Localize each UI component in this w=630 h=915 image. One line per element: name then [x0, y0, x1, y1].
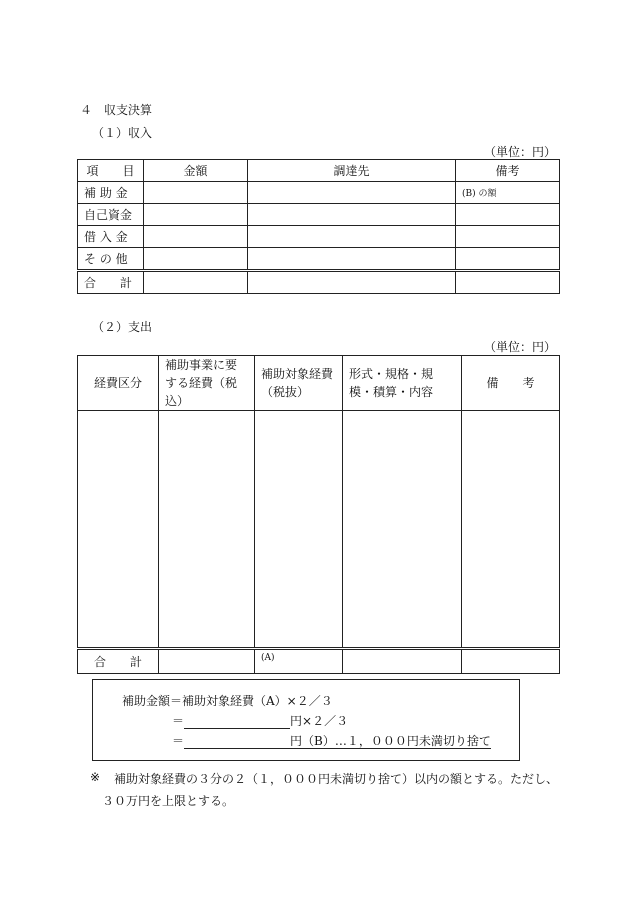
formula-box [92, 679, 520, 761]
expense-header-total-cost: 補助事業に要する経費（税込） [159, 356, 255, 411]
expense-spec-cell[interactable] [343, 411, 462, 649]
expense-note-cell[interactable] [462, 411, 560, 649]
expense-category-cell[interactable] [78, 411, 159, 649]
income-header-source: 調達先 [248, 160, 456, 182]
income-row [78, 226, 560, 248]
income-item: そ の 他 [78, 248, 144, 271]
income-table [77, 159, 560, 294]
income-item: 借 入 金 [78, 226, 144, 248]
expense-total-cost-total-cell[interactable] [159, 649, 255, 674]
section-title: ４ 収支決算 [80, 103, 153, 117]
expense-header-spec: 形式・規格・規模・積算・内容 [343, 356, 462, 411]
expense-total-row [78, 649, 560, 674]
income-total-note-cell[interactable] [456, 271, 560, 294]
formula-line3-blank[interactable] [184, 735, 290, 749]
income-item: 補 助 金 [78, 182, 144, 204]
income-header-item: 項 目 [78, 160, 144, 182]
formula-line3 [172, 732, 491, 749]
income-header-note: 備考 [456, 160, 560, 182]
formula-line2-suffix: 円×２／３ [290, 714, 349, 728]
formula-line1: 補助金額＝補助対象経費（A）×２／３ [122, 694, 333, 708]
expense-total-marker: (A) [255, 649, 343, 674]
expense-unit: （単位：円） [484, 340, 557, 354]
income-amount-cell[interactable] [144, 226, 248, 248]
expense-header-note: 備 考 [462, 356, 560, 411]
income-note-cell[interactable] [456, 248, 560, 271]
income-row [78, 248, 560, 271]
formula-line3-suffix: 円（B）…１，０００円未満切り捨て [290, 734, 491, 748]
income-source-cell[interactable] [248, 182, 456, 204]
income-source-cell[interactable] [248, 248, 456, 271]
expense-eligible-cost-cell[interactable] [255, 411, 343, 649]
income-unit: （単位：円） [484, 145, 557, 159]
expense-total-label: 合 計 [78, 649, 159, 674]
expense-note-total-cell[interactable] [462, 649, 560, 674]
income-row [78, 182, 560, 204]
income-header-amount: 金額 [144, 160, 248, 182]
formula-line2-prefix: ＝ [172, 714, 185, 728]
formula-line2 [172, 712, 348, 729]
income-header-row [78, 160, 560, 182]
note-mark: ※ [90, 770, 101, 784]
note-line2: ３０万円を上限とする。 [102, 794, 235, 808]
expense-total-cost-cell[interactable] [159, 411, 255, 649]
income-item: 自己資金 [78, 204, 144, 226]
income-total-label: 合 計 [78, 271, 144, 294]
formula-line3-prefix: ＝ [172, 734, 185, 748]
income-total-source-cell[interactable] [248, 271, 456, 294]
income-source-cell[interactable] [248, 204, 456, 226]
expense-body-row [78, 411, 560, 649]
expense-spec-total-cell[interactable] [343, 649, 462, 674]
income-note: (B) の額 [456, 182, 560, 204]
income-amount-cell[interactable] [144, 248, 248, 271]
income-amount-cell[interactable] [144, 204, 248, 226]
expense-subtitle: （２）支出 [92, 320, 153, 334]
income-amount-cell[interactable] [144, 182, 248, 204]
expense-header-row [78, 356, 560, 411]
income-note-cell[interactable] [456, 226, 560, 248]
income-row [78, 204, 560, 226]
formula-line2-blank[interactable] [184, 715, 290, 729]
expense-header-category: 経費区分 [78, 356, 159, 411]
expense-header-eligible-cost: 補助対象経費（税抜） [255, 356, 343, 411]
note-line1: 補助対象経費の３分の２（１，０００円未満切り捨て）以内の額とする。ただし、 [114, 772, 559, 786]
income-note-cell[interactable] [456, 204, 560, 226]
income-source-cell[interactable] [248, 226, 456, 248]
income-total-amount-cell[interactable] [144, 271, 248, 294]
income-total-row [78, 271, 560, 294]
expense-table [77, 355, 560, 674]
income-subtitle: （１）収入 [92, 126, 153, 140]
